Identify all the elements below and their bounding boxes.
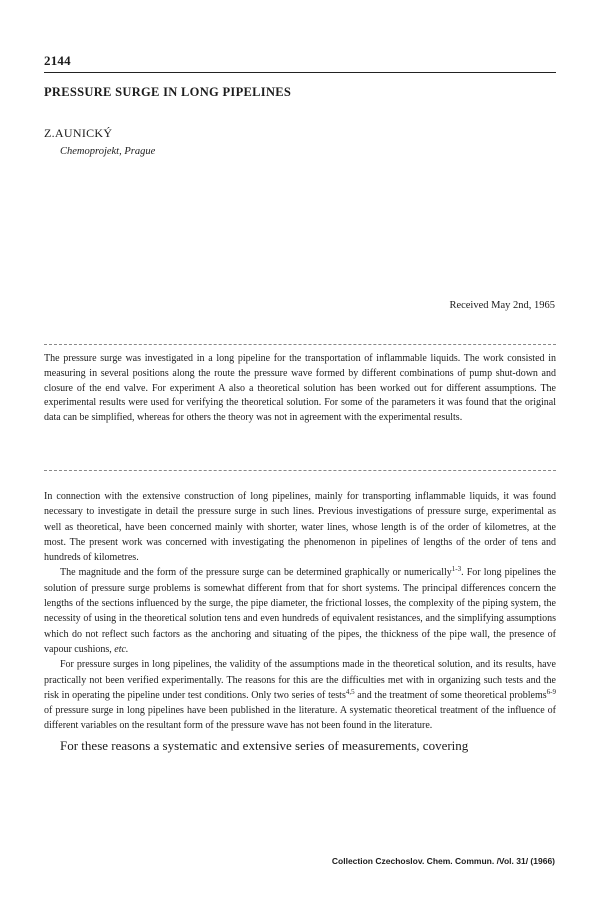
p3-text-c: of pressure surge in long pipelines have been published in the literature. A systematic theoretical treatment of the influence of different variables on the resultant form of the pressure wave has not been found in the literature. xyxy=(44,705,556,732)
header-rule xyxy=(44,72,556,73)
p2-etc: etc. xyxy=(114,643,129,655)
citation-ref: 4,5 xyxy=(345,687,355,696)
abstract-bottom-divider xyxy=(44,470,556,471)
author-name: Z.AUNICKÝ xyxy=(44,126,113,140)
page-number: 2144 xyxy=(44,53,71,68)
author-affiliation: Chemoprojekt, Prague xyxy=(60,146,156,157)
body-paragraph-2 xyxy=(44,565,556,657)
citation-ref: 6-9 xyxy=(546,687,556,696)
p2-text-b: . For long pipelines the solution of pressure surge problems is somewhat different from that for short systems. The principal differences concern the lengths of the sections influenced by the surge, the pipe diameter, the frictional losses, the complexity of the piping system, the necessity of using in the theoretical solution tens and even hundreds of equivalent resistances, and the simplifying assumptions which do not reflect such factors as the anchoring and situating of the pipes, the thickness of the pipe wall, the presence of vapour cushions, xyxy=(44,567,556,655)
body-paragraph-3 xyxy=(44,657,556,733)
body-paragraph-4: For these reasons a systematic and extensive series of measurements, covering xyxy=(60,737,469,753)
p2-text-a: The magnitude and the form of the pressure surge can be determined graphically or numerically xyxy=(60,567,452,579)
citation-ref: 1-3 xyxy=(451,565,462,574)
journal-citation: Collection Czechoslov. Chem. Commun. /Vol. 31/ (1966) xyxy=(331,856,555,866)
p3-text-a: For pressure surges in long pipelines, the validity of the assumptions made in the theoretical solution, and its results, have practically not been verified experimentally. The reasons for this are the difficulties met with in organizing such tests and the risk in operating the pipeline under test conditions. Only two series of tests xyxy=(44,659,556,701)
body-paragraph-1: In connection with the extensive construction of long pipelines, mainly for transporting inflammable liquids, it was found necessary to investigate in detail the pressure surge in such lines. Previous investigations of pressure surge, experimental as well as theoretical, have been concerned mainly with shorter, water lines, whose length is of the order of kilometres, at the most. The present work was concerned with investigating the phenomenon in pipelines of lengths of the order of tens and hundreds of kilometres. xyxy=(44,491,556,564)
abstract-top-divider xyxy=(44,344,556,345)
received-date: Received May 2nd, 1965 xyxy=(449,300,555,311)
article-body xyxy=(44,489,556,755)
article-title: PRESSURE SURGE IN LONG PIPELINES xyxy=(44,85,292,99)
p3-text-b: and the treatment of some theoretical problems xyxy=(354,689,547,701)
abstract-text: The pressure surge was investigated in a long pipeline for the transportation of inflammable liquids. The work consisted in measuring in several positions along the route the pressure wave formed by different combinations of pump shut-down and closure of the end valve. For experiment A also a theoretical solution has been worked out for different assumptions. The experimental results were used for verifying the theoretical solution. For some of the parameters it was found that the original data can be simplified, whereas for others the theory was not in agreement with the experimental results. xyxy=(44,353,556,424)
